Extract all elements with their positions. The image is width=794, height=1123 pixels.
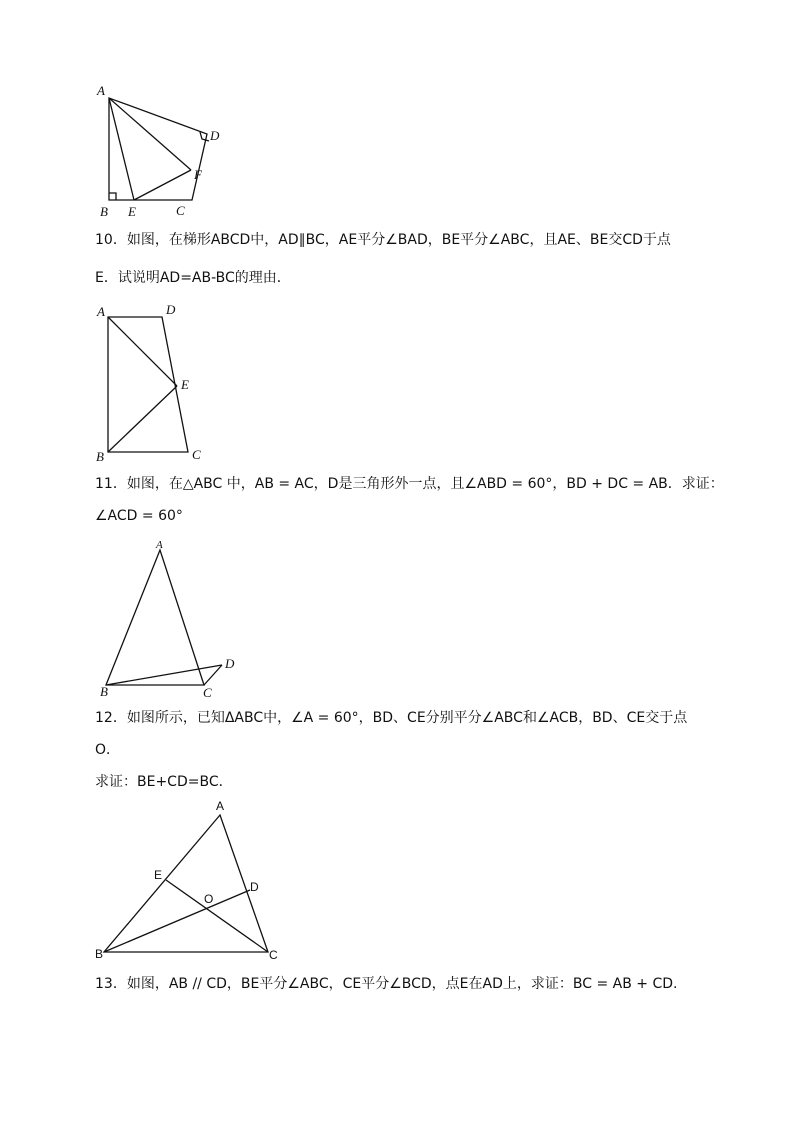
segment-be (108, 386, 177, 452)
label-c: C (176, 203, 185, 218)
question-12-line-2: O． (95, 742, 121, 758)
label-c: C (269, 948, 278, 962)
label-a: A (216, 799, 225, 813)
segment-ae (108, 317, 177, 386)
segment-bd (104, 890, 250, 952)
question-11-line-2: ∠ACD = 60° (95, 508, 183, 524)
label-d: D (210, 128, 220, 143)
figure-trapezoid-abcd-e (90, 300, 220, 465)
figure-triangle-abc-d (95, 535, 245, 700)
question-11-line-1: 11．如图，在△ABC 中，AB = AC，D是三角形外一点，且∠ABD = 60°，BD + DC = AB．求证： (95, 476, 724, 492)
figure-triangle-bisectors (90, 795, 290, 970)
label-b: B (100, 684, 108, 699)
segment-ef (134, 170, 191, 200)
segment-bd (106, 665, 222, 685)
label-a: A (97, 83, 105, 98)
label-a: A (97, 304, 105, 319)
label-e: E (154, 868, 163, 882)
figure-quadrilateral-abcd-f (90, 80, 230, 220)
label-d: D (166, 302, 176, 317)
quadrilateral-outline (109, 98, 207, 200)
label-c: C (192, 447, 201, 462)
triangle-outline (106, 550, 204, 685)
question-13-line-1: 13．如图，AB // CD，BE平分∠ABC，CE平分∠BCD，点E在AD上，求证：BC = AB + CD. (95, 976, 678, 992)
label-c: C (203, 685, 212, 700)
label-e: E (128, 204, 136, 219)
label-a: A (156, 539, 163, 551)
label-d: D (225, 656, 235, 671)
label-b: B (95, 947, 104, 961)
question-10-line-2: E．试说明AD=AB-BC的理由． (95, 270, 291, 286)
segment-af (109, 98, 191, 170)
label-b: B (96, 449, 104, 464)
label-b: B (100, 204, 108, 219)
triangle-outline (104, 815, 268, 952)
question-12-line-3: 求证：BE+CD=BC． (95, 774, 233, 790)
question-10-line-1: 10．如图，在梯形ABCD中，AD∥BC，AE平分∠BAD，BE平分∠ABC，且AE、BE交CD于点 (95, 232, 671, 248)
label-f: F (194, 167, 202, 182)
label-e: E (181, 377, 189, 392)
label-d: D (250, 880, 259, 894)
question-12-line-1: 12．如图所示，已知ΔABC中，∠A = 60°，BD、CE分别平分∠ABC和∠ACB，BD、CE交于点 (95, 710, 688, 726)
right-angle-mark-b (109, 193, 116, 200)
label-o: O (204, 892, 214, 906)
segment-ae (109, 98, 134, 200)
